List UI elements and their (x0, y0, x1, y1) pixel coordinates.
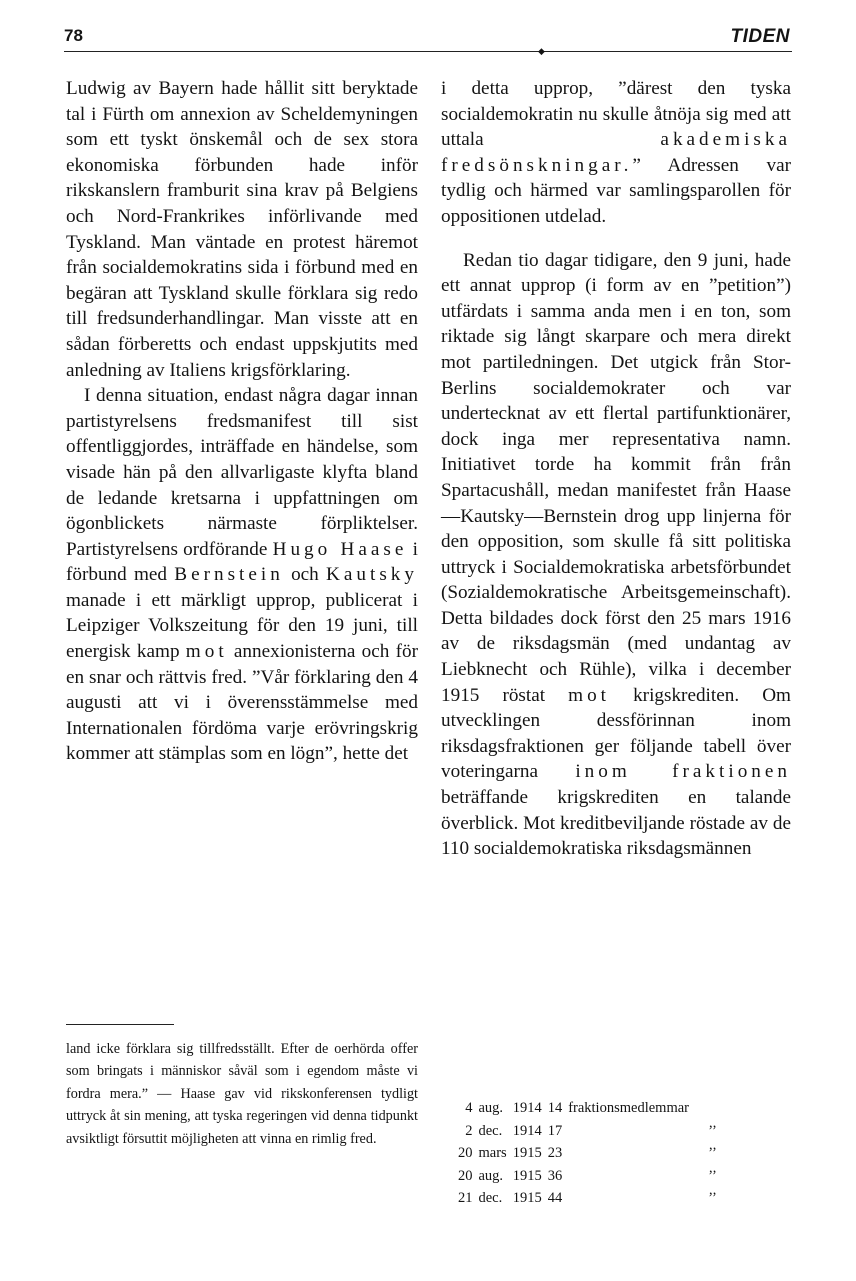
vote-year: 1914 (512, 1122, 542, 1139)
vote-count: 14 (547, 1100, 563, 1116)
header-rule (64, 51, 792, 52)
vote-count: 44 (547, 1190, 563, 1207)
vote-day: 20 (458, 1167, 473, 1184)
name-bernstein: Bernstein (174, 564, 284, 586)
right-p2-text-a: Redan tio dagar tidigare, den 9 juni, hade ett annat upprop (i form av en ”petition”) utfärdats i samma anda men i en ton, som riktade sig långt skarpare och mera direkt mot partiledningen. Det utgick från Stor-Berlins socialdemokrater och var undertecknat av ett flertal partifunktionärer, dock inga mer representativa namn. Initiativet torde ha kommit från från Spartacushåll, medan manifestet från Haase—Kautsky—Bernstein drog upp linjerna för den opposition, som skulle få sitt politiska uttryck i Socialdemokratiska arbetsförbundet (Sozialdemokratische Arbeitsgemeinschaft). Detta bildades dock först den 25 mars 1916 av de riksdagsmän (med undantag av Liebknecht och Rühle), vilka i december 1915 röstat (441, 249, 791, 706)
table-row (458, 1168, 723, 1191)
page-number: 78 (64, 26, 83, 45)
emphasis-inom-fraktionen: inom fraktionen (575, 761, 791, 783)
vote-month: dec. (478, 1122, 503, 1139)
emphasis-mot: mot (185, 641, 228, 663)
right-column (441, 76, 791, 862)
right-p2-text-b: krigskrediten. Om utvecklingen dessförinnan inom riksdagsfraktionen ger följande tabell över voteringarna (441, 684, 791, 783)
vote-year: 1915 (512, 1190, 542, 1207)
vote-table (458, 1100, 723, 1213)
vote-label: ’’ (708, 1122, 717, 1139)
left-p2-text-c: och (283, 564, 327, 586)
vote-label: ’’ (708, 1190, 717, 1207)
vote-year: 1915 (512, 1167, 542, 1184)
vote-month: aug. (478, 1100, 504, 1116)
left-p2-text-e: annexionisterna och för en snar och rättvis fred. ”Vår förklaring den 4 augusti att vi i överensstämmelse med Internationalen fördöma varje erövringskrig kommer att stämplas som en lögn”, hette det (66, 641, 418, 765)
vote-label: fraktionsmedlemmar (568, 1100, 689, 1116)
table-row (458, 1190, 723, 1213)
right-paragraph-1 (441, 76, 791, 230)
vote-day: 4 (465, 1100, 473, 1116)
vote-label: ’’ (708, 1145, 717, 1162)
right-p1-text-b: ” Adressen var tydlig och härmed var samlingsparollen för oppositionen utdelad. (441, 154, 791, 227)
left-p2-text-b: i förbund med (66, 538, 418, 586)
name-kautsky: Kautsky (326, 564, 418, 586)
vote-count: 23 (547, 1145, 563, 1162)
table-row (458, 1100, 723, 1123)
emphasis-akademiska: akademiska fredsönskningar. (441, 129, 791, 176)
vote-day: 2 (465, 1122, 473, 1139)
right-p1-text-a: i detta upprop, ”därest den tyska socialdemokratin nu skulle åtnöja sig med att uttala (441, 78, 791, 151)
vote-month: mars (478, 1145, 507, 1162)
vote-month: dec. (478, 1190, 503, 1207)
vote-year: 1914 (512, 1100, 542, 1116)
vote-table-body (458, 1100, 723, 1213)
footnote-text: land icke förklara sig tillfredsställt. Efter de oerhörda offer som bringats i människor såväl som i egendom måste vi fordra mera.” — Haase gav vid rikskonferensen tydligt uttryck åt sin mening, att tyska regeringen vid denna tidpunkt avsiktligt försuttit möjligheten att vinna en rimlig fred. (66, 1041, 418, 1147)
vote-count: 36 (547, 1167, 563, 1184)
left-p2-text-a: I denna situation, endast några dagar innan partistyrelsens fredsmanifest till sist offentliggjordes, inträffade en händelse, som visade hän på den allvarligaste klyfta bland de ledande kretsarna i uppfattningen om ögonblickets närmaste förpliktelser. Partistyrelsens ordförande (66, 385, 418, 560)
footnote (66, 1038, 418, 1150)
right-p2-text-c: beträffande krigskrediten en talande överblick. Mot kreditbeviljande röstade av de 110 socialdemokratiska riksdagsmännen (441, 787, 791, 860)
right-paragraph-2 (441, 248, 791, 862)
left-column (66, 76, 418, 767)
running-header-title: TIDEN (730, 26, 790, 47)
header-rule-ornament: ◆ (538, 46, 545, 56)
table-row (458, 1123, 723, 1146)
left-paragraph-2 (66, 383, 418, 767)
name-haase: Hugo Haase (272, 538, 408, 560)
left-p2-text-d: manade i ett märkligt upprop, publicerat i Leipziger Volkszeitung för den 19 juni, till energisk kamp (66, 589, 418, 663)
vote-count: 17 (547, 1122, 563, 1139)
vote-year: 1915 (512, 1145, 542, 1162)
footnote-rule (66, 1024, 174, 1025)
table-row (458, 1145, 723, 1168)
left-paragraph-1: Ludwig av Bayern hade hållit sitt beryktade tal i Fürth om annexion av Scheldemyningen som ett tyskt önskemål och de sex stora ekonomiska förbunden hade inför rikskanslern framburit sina krav på Belgiens och Nord-Frankrikes införlivande med Tyskland. Man väntade en protest häremot från socialdemokratins sida i förbund med en begäran att Tyskland skulle förklara sig redo till fredsunderhandlingar. Man visste att en sådan förberetts och endast uppskjutits med anledning av Italiens krigsförklaring. (66, 78, 418, 381)
vote-day: 20 (458, 1145, 473, 1162)
vote-month: aug. (478, 1167, 504, 1184)
vote-label: ’’ (708, 1167, 717, 1184)
emphasis-mot-right: mot (568, 684, 611, 706)
vote-day: 21 (458, 1190, 473, 1207)
